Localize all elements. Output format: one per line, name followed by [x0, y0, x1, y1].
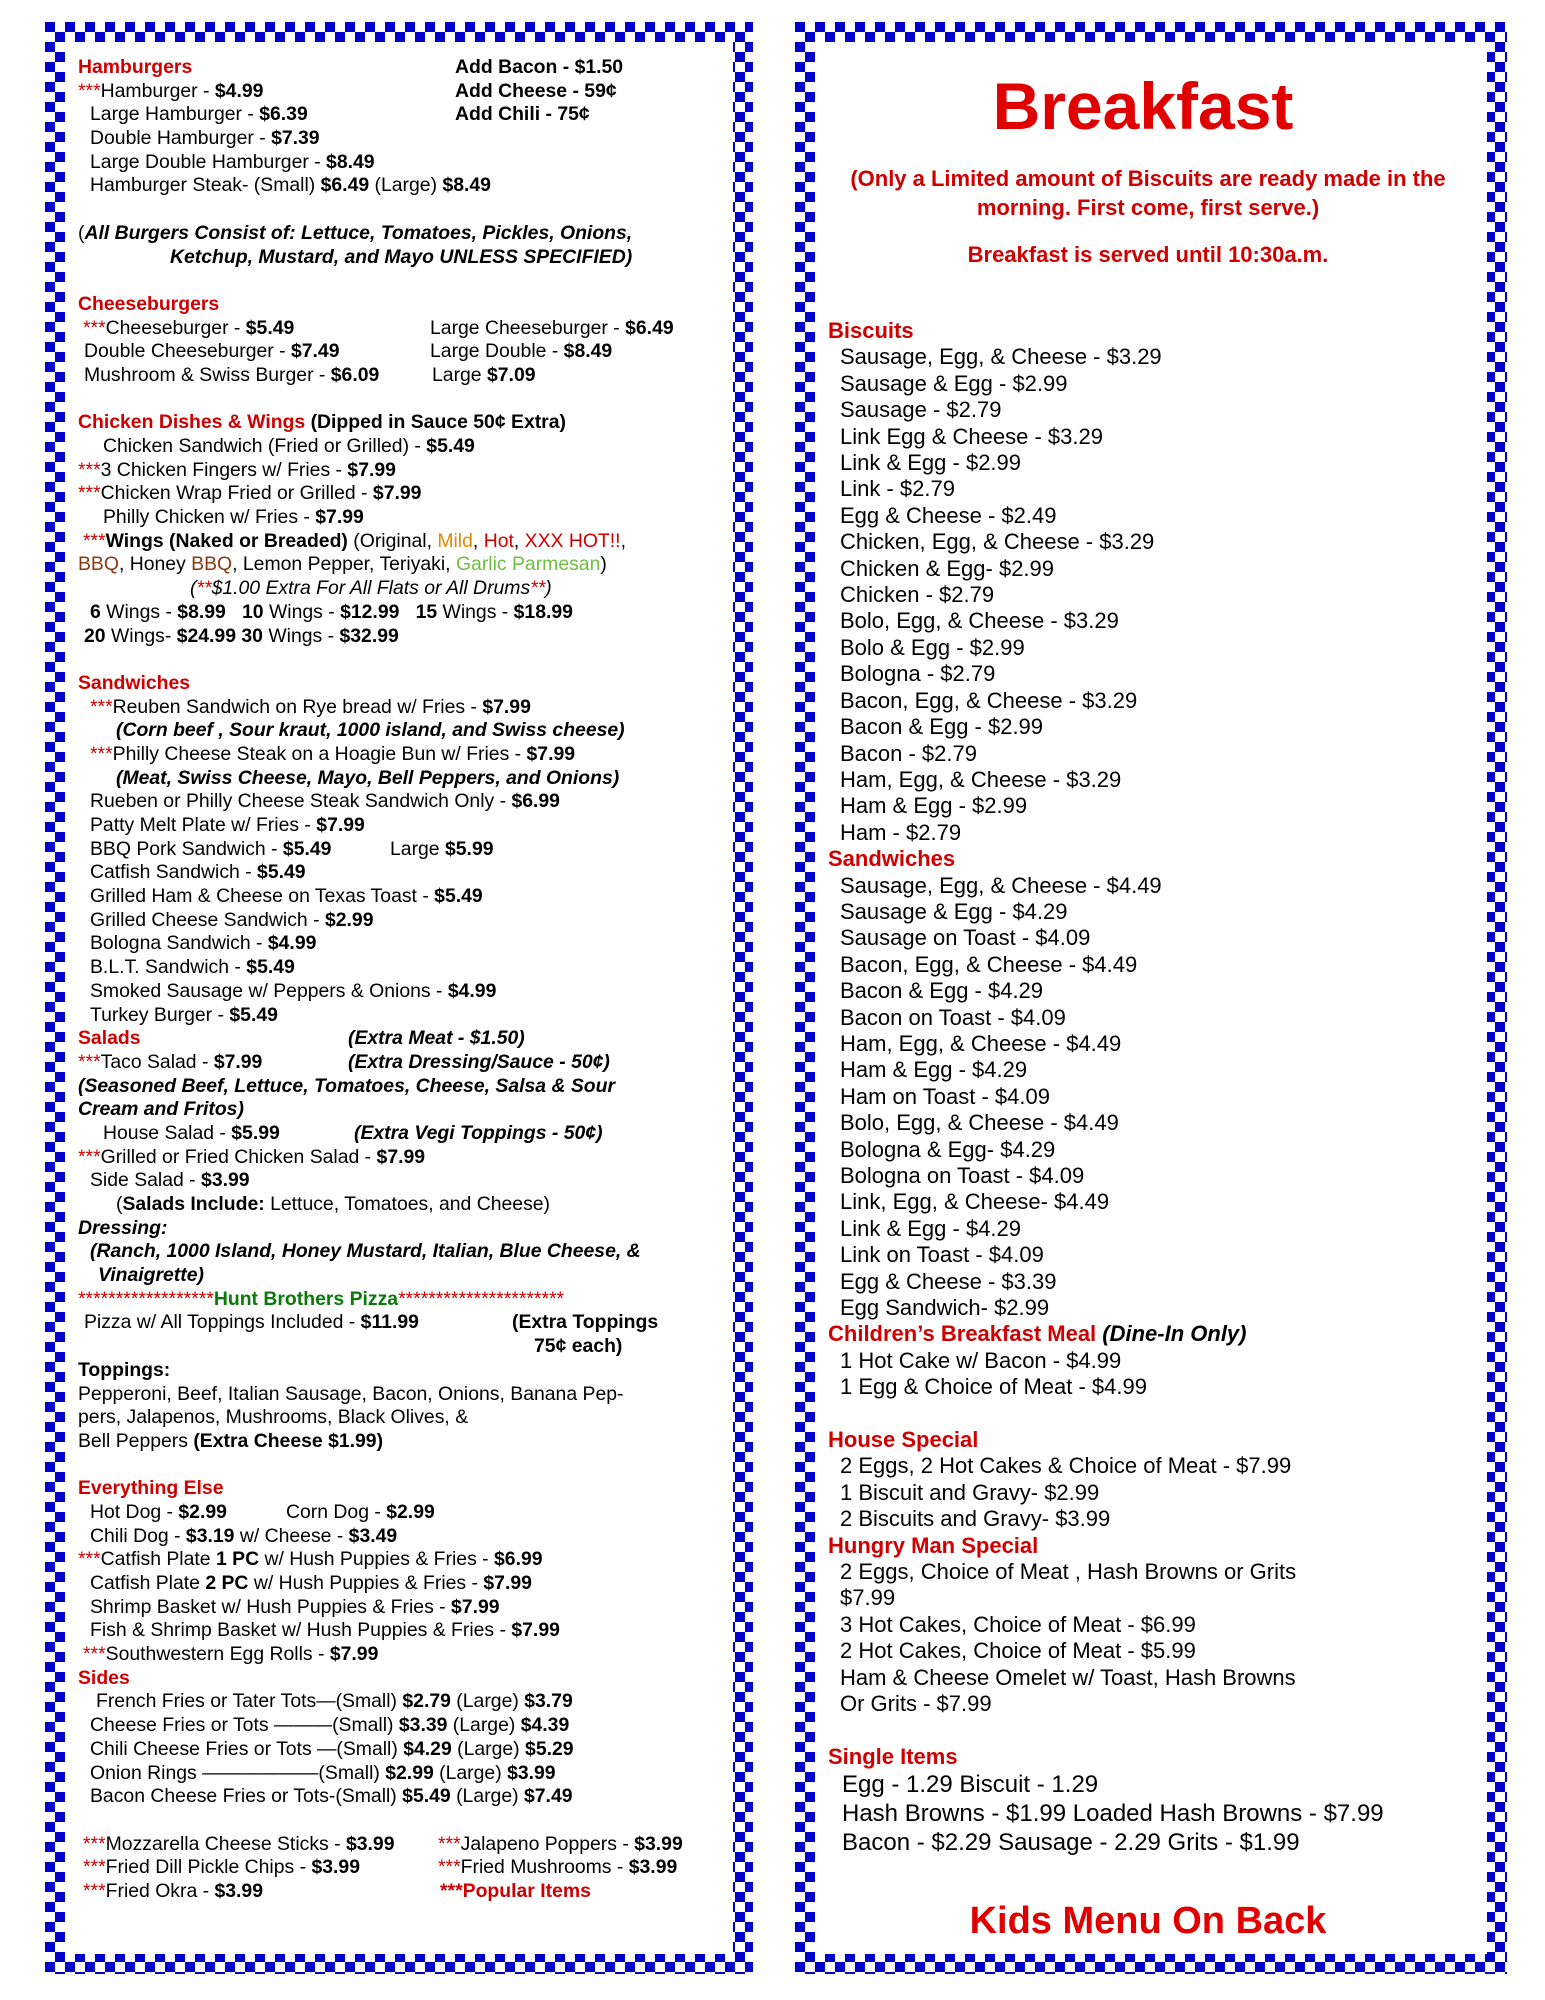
biscuit-note: (Only a Limited amount of Biscuits are ready made in the morning. First come, first serve.)	[850, 166, 1446, 220]
menu-item: Link on Toast - $4.09	[840, 1242, 1044, 1268]
right-menu-content	[815, 42, 1487, 1954]
menu-item: Hot Dog - $2.99 Corn Dog - $2.99	[90, 1500, 435, 1523]
menu-item: Bolo & Egg - $2.99	[840, 634, 1025, 660]
salad-include: (Salads Include: Lettuce, Tomatoes, and Cheese)	[116, 1193, 551, 1215]
menu-item: Cheese Fries or Tots ———(Small) $3.39 (Large) $4.39	[90, 1714, 570, 1737]
menu-item: Mushroom & Swiss Burger - $6.09 Large $7.09	[84, 363, 536, 386]
house-special-heading: House Special	[828, 1427, 979, 1453]
menu-item: ***Taco Salad - $7.99 (Extra Dressing/Sauce - 50¢)	[78, 1050, 610, 1073]
hamburgers-heading: Hamburgers	[78, 56, 193, 78]
menu-item: Pizza w/ All Toppings Included - $11.99 (Extra Toppings	[84, 1311, 659, 1334]
hungry-man-list	[828, 1559, 1384, 1717]
menu-item: Ham & Egg - $2.99	[840, 793, 1028, 819]
menu-item: 2 Hot Cakes, Choice of Meat - $5.99	[840, 1638, 1196, 1664]
dressing-list-2: Vinaigrette)	[98, 1264, 204, 1287]
menu-item: Sausage & Egg - $4.29	[840, 898, 1068, 924]
addon-bacon: Add Bacon - $1.50	[455, 56, 624, 78]
menu-item: Patty Melt Plate w/ Fries - $7.99	[90, 814, 365, 836]
menu-item: Philly Chicken w/ Fries - $7.99	[103, 506, 364, 529]
appetizer-row: ***Mozzarella Cheese Sticks - $3.99 ***Jalapeno Poppers - $3.99	[83, 1832, 683, 1855]
appetizer-row: ***Fried Okra - $3.99 ***Popular Items	[83, 1879, 591, 1902]
house-special-list	[828, 1453, 1384, 1532]
appetizer-row: ***Fried Dill Pickle Chips - $3.99 ***Fried Mushrooms - $3.99	[83, 1856, 678, 1879]
menu-item: Double Cheeseburger - $7.49 Large Double - $8.49	[84, 340, 613, 363]
menu-item: Sausage, Egg, & Cheese - $4.49	[840, 872, 1162, 898]
toppings-list-2: pers, Jalapenos, Mushrooms, Black Olives, &	[78, 1406, 469, 1429]
reuben-note: (Corn beef , Sour kraut, 1000 island, and Swiss cheese)	[116, 719, 625, 742]
biscuits-heading: Biscuits	[828, 318, 914, 343]
dressing-label: Dressing:	[78, 1216, 168, 1239]
menu-item: Link Egg & Cheese - $3.29	[840, 423, 1103, 449]
menu-item: Bologna & Egg- $4.29	[840, 1136, 1056, 1162]
menu-item: Egg - 1.29 Biscuit - 1.29	[842, 1771, 1099, 1799]
menu-item: ***Reuben Sandwich on Rye bread w/ Fries - $7.99	[90, 695, 531, 718]
breakfast-list	[828, 318, 1384, 1857]
menu-item: ***Grilled or Fried Chicken Salad - $7.99	[78, 1145, 426, 1168]
menu-item: Smoked Sausage w/ Peppers & Onions - $4.99	[90, 979, 497, 1002]
cheeseburgers-heading: Cheeseburgers	[78, 292, 220, 315]
menu-item: Double Hamburger - $7.39	[90, 127, 320, 150]
menu-item: Link, Egg, & Cheese- $4.49	[840, 1189, 1110, 1215]
taco-note: (Seasoned Beef, Lettuce, Tomatoes, Cheese, Salsa & Sour	[78, 1074, 616, 1097]
chicken-heading: Chicken Dishes & Wings (Dipped in Sauce 50¢ Extra)	[78, 411, 566, 434]
menu-item: 1 Biscuit and Gravy- $2.99	[840, 1479, 1100, 1505]
menu-item: Hamburger Steak- (Small) $6.49 (Large) $8.49	[90, 174, 491, 197]
menu-item: Bolo, Egg, & Cheese - $3.29	[840, 608, 1119, 634]
pizza-extra: 75¢ each)	[534, 1335, 623, 1358]
menu-item: ***Chicken Wrap Fried or Grilled - $7.99	[78, 482, 422, 505]
menu-item: ***3 Chicken Fingers w/ Fries - $7.99	[78, 458, 396, 481]
menu-item: Chili Dog - $3.19 w/ Cheese - $3.49	[90, 1524, 398, 1547]
menu-item: Link & Egg - $2.99	[840, 450, 1022, 476]
menu-item: Bacon on Toast - $4.09	[840, 1004, 1066, 1030]
menu-item: Bolo, Egg, & Cheese - $4.49	[840, 1110, 1119, 1136]
taco-note-2: Cream and Fritos)	[78, 1098, 244, 1121]
burger-note-2: Ketchup, Mustard, and Mayo UNLESS SPECIFIED)	[170, 245, 633, 268]
menu-item: Large Hamburger - $6.39	[90, 103, 308, 126]
menu-item: Fish & Shrimp Basket w/ Hush Puppies & Fries - $7.99	[90, 1619, 560, 1642]
menu-item: Egg & Cheese - $2.49	[840, 502, 1057, 528]
burger-note: (All Burgers Consist of: Lettuce, Tomatoes, Pickles, Onions,	[78, 221, 633, 244]
menu-item: BBQ Pork Sandwich - $5.49 Large $5.99	[90, 837, 494, 860]
menu-item: Or Grits - $7.99	[840, 1691, 992, 1717]
menu-item: Shrimp Basket w/ Hush Puppies & Fries - $7.99	[90, 1595, 500, 1618]
menu-item: Bacon Cheese Fries or Tots-(Small) $5.49 (Large) $7.49	[90, 1785, 573, 1808]
toppings-list-3: Bell Peppers (Extra Cheese $1.99)	[78, 1429, 384, 1452]
menu-item: Bacon & Egg - $4.29	[840, 978, 1044, 1004]
menu-item: 2 Biscuits and Gravy- $3.99	[840, 1506, 1111, 1532]
everything-else-heading: Everything Else	[78, 1477, 224, 1500]
childrens-meal-list	[828, 1348, 1384, 1401]
menu-item: French Fries or Tater Tots—(Small) $2.79 (Large) $3.79	[96, 1690, 573, 1713]
menu-item: Turkey Burger - $5.49	[90, 1003, 278, 1026]
menu-item: Link - $2.79	[840, 476, 955, 502]
menu-item: Sausage & Egg - $2.99	[840, 370, 1068, 396]
menu-item: $7.99	[840, 1585, 896, 1611]
wings-flavors: BBQ, Honey BBQ, Lemon Pepper, Teriyaki, Garlic Parmesan)	[78, 553, 607, 576]
menu-item: ***Cheeseburger - $5.49 Large Cheeseburger - $6.49	[83, 316, 674, 339]
menu-item: 3 Hot Cakes, Choice of Meat - $6.99	[840, 1611, 1196, 1637]
addon-chili: Add Chili - 75¢	[455, 103, 590, 126]
menu-item: Bacon & Egg - $2.99	[840, 714, 1044, 740]
menu-item: Bologna on Toast - $4.09	[840, 1163, 1085, 1188]
menu-item: Bologna - $2.79	[840, 661, 996, 687]
kids-menu-note: Kids Menu On Back	[969, 1900, 1327, 1942]
toppings-list: Pepperoni, Beef, Italian Sausage, Bacon, Onions, Banana Pep-	[78, 1382, 624, 1405]
salads-heading: Salads (Extra Meat - $1.50)	[78, 1027, 525, 1050]
menu-item: Bacon - $2.79	[840, 740, 977, 766]
wing-counts: 20 Wings- $24.99 30 Wings - $32.99	[84, 624, 399, 647]
left-menu-list	[78, 56, 728, 1904]
right-menu-panel	[795, 22, 1507, 1974]
menu-item: Side Salad - $3.99	[90, 1169, 250, 1192]
breakfast-section	[828, 56, 1468, 1942]
menu-item: Chicken, Egg, & Cheese - $3.29	[840, 529, 1155, 555]
sandwiches-heading: Sandwiches	[78, 671, 191, 694]
breakfast-sandwiches-heading: Sandwiches	[828, 846, 956, 872]
menu-item: Hash Browns - $1.99 Loaded Hash Browns - $7.99	[842, 1800, 1384, 1828]
menu-item: Bacon - $2.29 Sausage - 2.29 Grits - $1.99	[842, 1829, 1300, 1857]
menu-item: Large Double Hamburger - $8.49	[90, 150, 375, 173]
menu-item: House Salad - $5.99 (Extra Vegi Toppings - 50¢)	[103, 1121, 603, 1144]
menu-item: ***Catfish Plate 1 PC w/ Hush Puppies & Fries - $6.99	[78, 1548, 543, 1571]
menu-item: Chicken & Egg- $2.99	[840, 555, 1055, 581]
menu-item: Grilled Cheese Sandwich - $2.99	[90, 908, 374, 931]
menu-item: Bologna Sandwich - $4.99	[90, 932, 317, 955]
menu-item: Chicken Sandwich (Fried or Grilled) - $5.49	[103, 435, 475, 457]
toppings-label: Toppings:	[78, 1358, 171, 1381]
addon-cheese: Add Cheese - 59¢	[455, 79, 617, 102]
menu-item: B.L.T. Sandwich - $5.49	[90, 956, 295, 979]
menu-item: Sausage on Toast - $4.09	[840, 925, 1091, 951]
menu-item: 2 Eggs, Choice of Meat , Hash Browns or Grits	[840, 1559, 1297, 1585]
menu-item: ***Hamburger - $4.99	[78, 79, 264, 102]
menu-item: Ham & Cheese Omelet w/ Toast, Hash Browns	[840, 1664, 1296, 1690]
menu-item: ***Philly Cheese Steak on a Hoagie Bun w/ Fries - $7.99	[90, 742, 576, 765]
menu-item: Ham, Egg, & Cheese - $4.49	[840, 1030, 1122, 1056]
menu-item: Catfish Sandwich - $5.49	[90, 861, 306, 884]
left-menu-content	[65, 42, 733, 1954]
menu-item: Grilled Ham & Cheese on Texas Toast - $5.49	[90, 885, 483, 908]
philly-note: (Meat, Swiss Cheese, Mayo, Bell Peppers, and Onions)	[116, 766, 620, 789]
menu-item: Rueben or Philly Cheese Steak Sandwich Only - $6.99	[90, 790, 560, 813]
menu-item: Egg & Cheese - $3.39	[840, 1268, 1057, 1294]
biscuits-list	[828, 344, 1384, 846]
menu-item: ***Southwestern Egg Rolls - $7.99	[83, 1643, 379, 1666]
menu-item: Onion Rings ——————(Small) $2.99 (Large) $3.99	[90, 1761, 556, 1784]
menu-item: 2 Eggs, 2 Hot Cakes & Choice of Meat - $7.99	[840, 1453, 1292, 1479]
menu-item: Link & Egg - $4.29	[840, 1215, 1022, 1241]
menu-item: 1 Hot Cake w/ Bacon - $4.99	[840, 1347, 1122, 1373]
single-items-heading: Single Items	[828, 1743, 958, 1769]
menu-item: Egg Sandwich- $2.99	[840, 1295, 1050, 1321]
wings-flats-note: (**$1.00 Extra For All Flats or All Drums**)	[190, 577, 552, 600]
menu-item: Sausage, Egg, & Cheese - $3.29	[840, 344, 1162, 370]
menu-item: Ham on Toast - $4.09	[840, 1083, 1050, 1109]
menu-item: Sausage - $2.79	[840, 397, 1002, 423]
menu-item: Catfish Plate 2 PC w/ Hush Puppies & Fries - $7.99	[90, 1572, 532, 1594]
menu-item: Chili Cheese Fries or Tots —(Small) $4.29 (Large) $5.29	[90, 1737, 574, 1760]
dressing-list: (Ranch, 1000 Island, Honey Mustard, Italian, Blue Cheese, &	[90, 1240, 641, 1263]
sides-heading: Sides	[78, 1666, 130, 1689]
menu-item: 1 Egg & Choice of Meat - $4.99	[840, 1374, 1147, 1400]
menu-item: Ham & Egg - $4.29	[840, 1057, 1028, 1083]
menu-item: Ham - $2.79	[840, 819, 962, 845]
single-items-list	[828, 1770, 1384, 1857]
childrens-meal-heading: Children’s Breakfast Meal (Dine-In Only)	[828, 1321, 1247, 1347]
menu-item: Bacon, Egg, & Cheese - $4.49	[840, 951, 1138, 977]
menu-item: Ham, Egg, & Cheese - $3.29	[840, 766, 1122, 792]
hungry-man-heading: Hungry Man Special	[828, 1532, 1039, 1558]
menu-item: Bacon, Egg, & Cheese - $3.29	[840, 687, 1138, 713]
wings-item: ***Wings (Naked or Breaded) (Original, Mild, Hot, XXX HOT!!,	[83, 529, 626, 552]
pizza-heading: ******************Hunt Brothers Pizza**********************	[78, 1287, 565, 1310]
left-menu-panel	[45, 22, 753, 1974]
breakfast-title: Breakfast	[992, 69, 1294, 143]
serve-time: Breakfast is served until 10:30a.m.	[967, 242, 1329, 267]
breakfast-sandwiches-list	[828, 873, 1384, 1322]
wing-counts: 6 Wings - $8.99 10 Wings - $12.99 15 Wings - $18.99	[90, 600, 573, 623]
menu-item: Chicken - $2.79	[840, 582, 995, 608]
